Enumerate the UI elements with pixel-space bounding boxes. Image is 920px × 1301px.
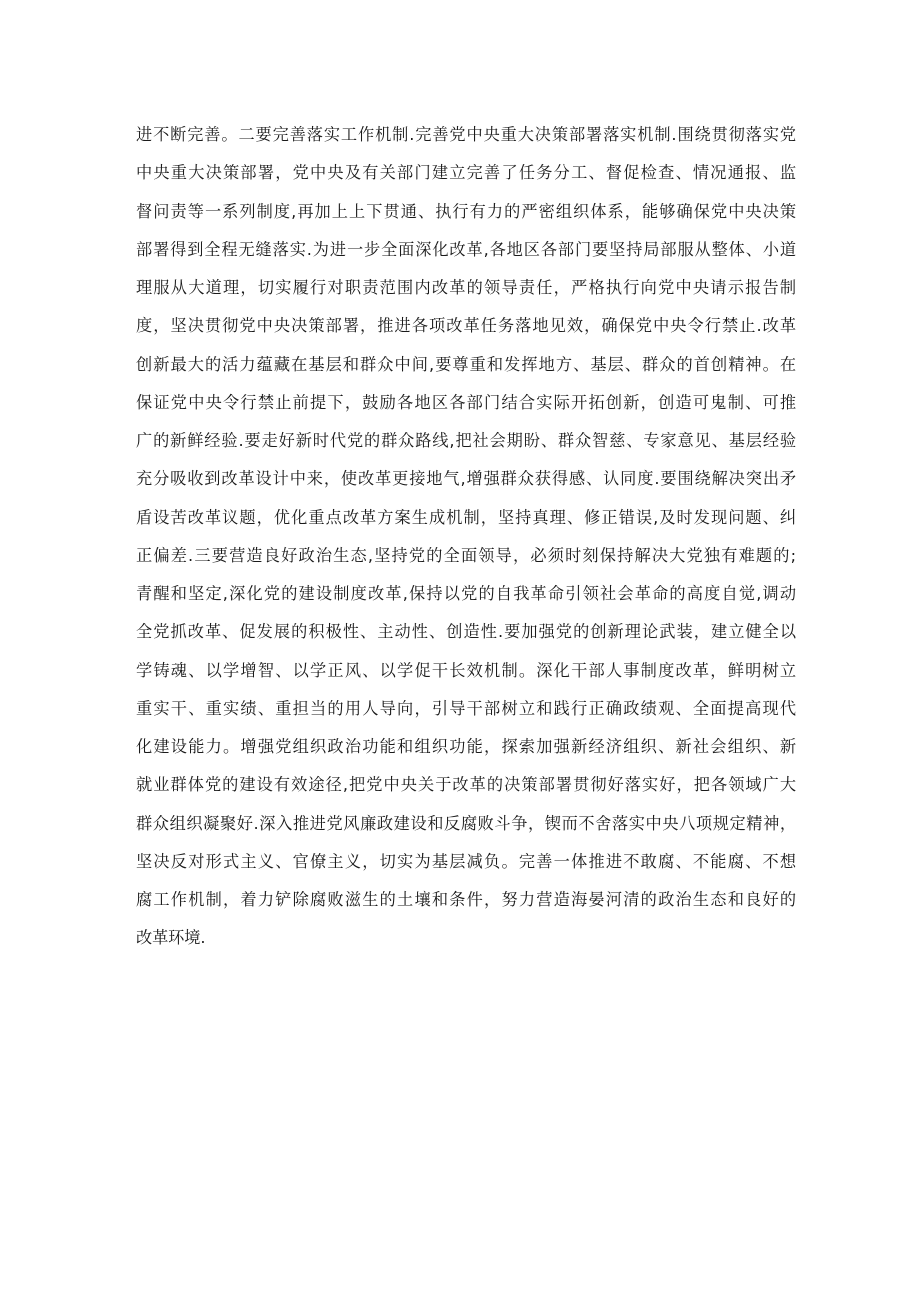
paragraph-line: 充分吸收到改革设计中来，使改革更接地气,增强群众获得感、认同度.要围绕解决突出矛 — [136, 469, 796, 489]
paragraph-line: 督问责等一系列制度,再加上上下贯通、执行有力的严密组织体系，能够确保党中央决策 — [136, 201, 796, 221]
paragraph-last-line: 改革环境. — [136, 928, 206, 948]
paragraph-line: 广的新鲜经验.要走好新时代党的群众路线,把社会期盼、群众智慈、专家意见、基层经验 — [136, 431, 796, 450]
paragraph-line: 度，坚决贯彻党中央决策部署，推进各项改革任务落地见效，确保党中央令行禁止.改革 — [136, 316, 796, 336]
paragraph-line: 化建设能力。增强党组织政治功能和组织功能，探索加强新经济组织、新社会组织、新 — [136, 737, 796, 756]
paragraph-line: 腐工作机制，着力铲除腐败滋生的土壤和条件，努力营造海晏河清的政治生态和良好的 — [136, 890, 796, 909]
paragraph-line: 进不断完善。二要完善落实工作机制.完善党中央重大决策部署落实机制.围绕贯彻落实党 — [136, 125, 796, 144]
paragraph-line: 理服从大道理，切实履行对职责范围内改革的领导责任，严格执行向党中央请示报告制 — [136, 278, 796, 297]
body-paragraph — [136, 116, 796, 958]
paragraph-line: 群众组织凝聚好.深入推进党风廉政建设和反腐败斗争，锲而不舍落实中央八项规定精神， — [136, 813, 796, 833]
paragraph-line: 部署得到全程无缝落实.为进一步全面深化改革,各地区各部门要坚持局部服从整体、小道 — [136, 239, 796, 259]
paragraph-line: 创新最大的活力蕴藏在基层和群众中间,要尊重和发挥地方、基层、群众的首创精神。在 — [136, 354, 796, 374]
paragraph-line: 正偏差.三要营造良好政治生态,坚持党的全面领导，必须时刻保持解决大党独有难题的; — [136, 545, 796, 565]
paragraph-line: 学铸魂、以学增智、以学正风、以学促干长效机制。深化干部人事制度改革，鲜明树立 — [136, 660, 796, 680]
paragraph-line: 坚决反对形式主义、官僚主义，切实为基层减负。完善一体推进不敢腐、不能腐、不想 — [136, 851, 796, 871]
paragraph-line: 盾设苦改革议题，优化重点改革方案生成机制，坚持真理、修正错误,及时发现问题、纠 — [136, 507, 796, 527]
paragraph-line: 保证党中央令行禁止前提下，鼓励各地区各部门结合实际开拓创新，创造可鬼制、可推 — [136, 392, 796, 412]
paragraph-line: 就业群体党的建设有效途径,把党中央关于改革的决策部署贯彻好落实好，把各领域广大 — [136, 775, 796, 795]
paragraph-line: 青醒和坚定,深化党的建设制度改革,保持以党的自我革命引领社会革命的高度自觉,调动 — [136, 584, 796, 603]
paragraph-line: 全党抓改革、促发展的积极性、主动性、创造性.要加强党的创新理论武装，建立健全以 — [136, 622, 796, 642]
paragraph-line: 重实干、重实绩、重担当的用人导向，引导干部树立和践行正确政绩观、全面提高现代 — [136, 698, 796, 718]
paragraph-line: 中央重大决策部署，党中央及有关部门建立完善了任务分工、督促检查、情况通报、监 — [136, 163, 796, 183]
